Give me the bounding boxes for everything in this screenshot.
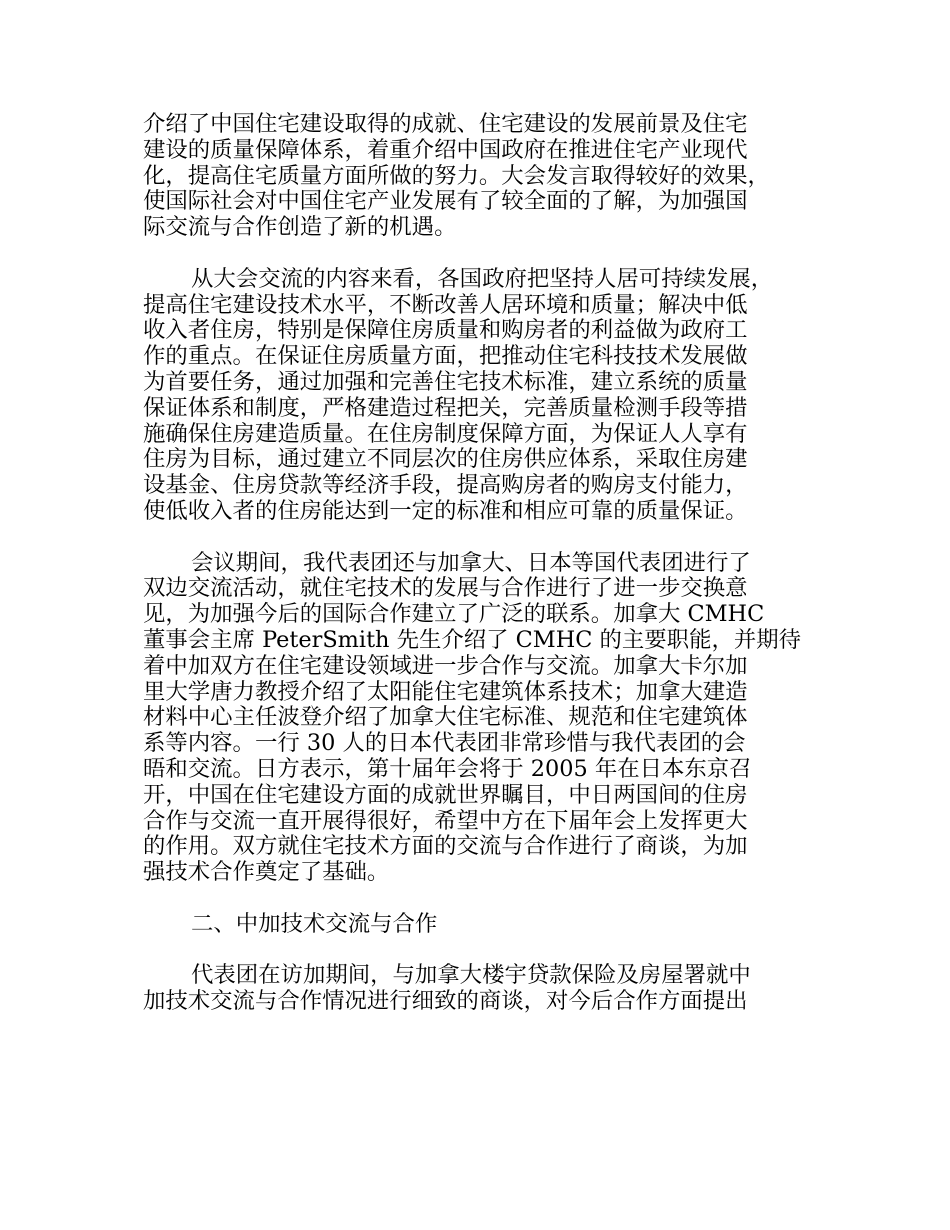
paragraph-3 [143, 551, 813, 886]
text-line: 提高住宅建设技术水平，不断改善人居环境和质量；解决中低 [143, 291, 748, 318]
text-line: 代表团在访加期间，与加拿大楼宇贷款保险及房屋署就中 [191, 962, 751, 989]
paragraph-1 [143, 112, 813, 241]
text-line: 材料中心主任波登介绍了加拿大住宅标准、规范和住宅建筑体 [143, 704, 748, 731]
paragraph-gap [143, 241, 813, 267]
text-line: 设基金、住房贷款等经济手段，提高购房者的购房支付能力， [143, 472, 748, 499]
text-line: 施确保住房建造质量。在住房制度保障方面，为保证人人享有 [143, 420, 748, 447]
text-line: 使国际社会对中国住宅产业发展有了较全面的了解，为加强国 [143, 188, 748, 215]
paragraph-gap [143, 525, 813, 551]
text-line: 见，为加强今后的国际合作建立了广泛的联系。加拿大 CMHC [143, 601, 765, 628]
text-line: 保证体系和制度，严格建造过程把关，完善质量检测手段等措 [143, 394, 748, 421]
text-line: 双边交流活动，就住宅技术的发展与合作进行了进一步交换意 [143, 575, 748, 602]
text-line: 加技术交流与合作情况进行细致的商谈，对今后合作方面提出 [143, 988, 748, 1015]
section-heading-text: 二、中加技术交流与合作 [191, 910, 438, 937]
text-line: 从大会交流的内容来看，各国政府把坚持人居可持续发展， [191, 265, 774, 292]
document-page [143, 112, 813, 1015]
text-line: 的作用。双方就住宅技术方面的交流与合作进行了商谈，为加 [143, 833, 748, 860]
text-line: 里大学唐力教授介绍了太阳能住宅建筑体系技术；加拿大建造 [143, 678, 748, 705]
text-line: 系等内容。一行 30 人的日本代表团非常珍惜与我代表团的会 [143, 730, 746, 757]
text-line: 强技术合作奠定了基础。 [143, 859, 390, 886]
paragraph-5 [143, 963, 813, 1015]
text-line: 会议期间，我代表团还与加拿大、日本等国代表团进行了 [191, 549, 751, 576]
text-line: 介绍了中国住宅建设取得的成就、住宅建设的发展前景及住宅 [143, 111, 748, 137]
paragraph-gap [143, 938, 813, 964]
text-line: 收入者住房，特别是保障住房质量和购房者的利益做为政府工 [143, 317, 748, 344]
text-line: 开，中国在住宅建设方面的成就世界瞩目，中日两国间的住房 [143, 781, 748, 808]
text-line: 住房为目标，通过建立不同层次的住房供应体系，采取住房建 [143, 446, 748, 473]
text-line: 作的重点。在保证住房质量方面，把推动住宅科技技术发展做 [143, 343, 748, 370]
section-heading [143, 912, 813, 938]
text-line: 合作与交流一直开展得很好，希望中方在下届年会上发挥更大 [143, 807, 748, 834]
text-line: 使低收入者的住房能达到一定的标准和相应可靠的质量保证。 [143, 497, 748, 524]
text-line: 晤和交流。日方表示，第十届年会将于 2005 年在日本东京召 [143, 755, 752, 782]
text-line: 为首要任务，通过加强和完善住宅技术标准，建立系统的质量 [143, 368, 748, 395]
text-line: 化，提高住宅质量方面所做的努力。大会发言取得较好的效果， [143, 162, 770, 189]
text-line: 际交流与合作创造了新的机遇。 [143, 214, 457, 241]
paragraph-gap [143, 886, 813, 912]
paragraph-2 [143, 267, 813, 525]
text-line: 董事会主席 PeterSmith 先生介绍了 CMHC 的主要职能，并期待 [143, 626, 802, 653]
text-line: 着中加双方在住宅建设领域进一步合作与交流。加拿大卡尔加 [143, 652, 748, 679]
text-line: 建设的质量保障体系，着重介绍中国政府在推进住宅产业现代 [143, 136, 748, 163]
